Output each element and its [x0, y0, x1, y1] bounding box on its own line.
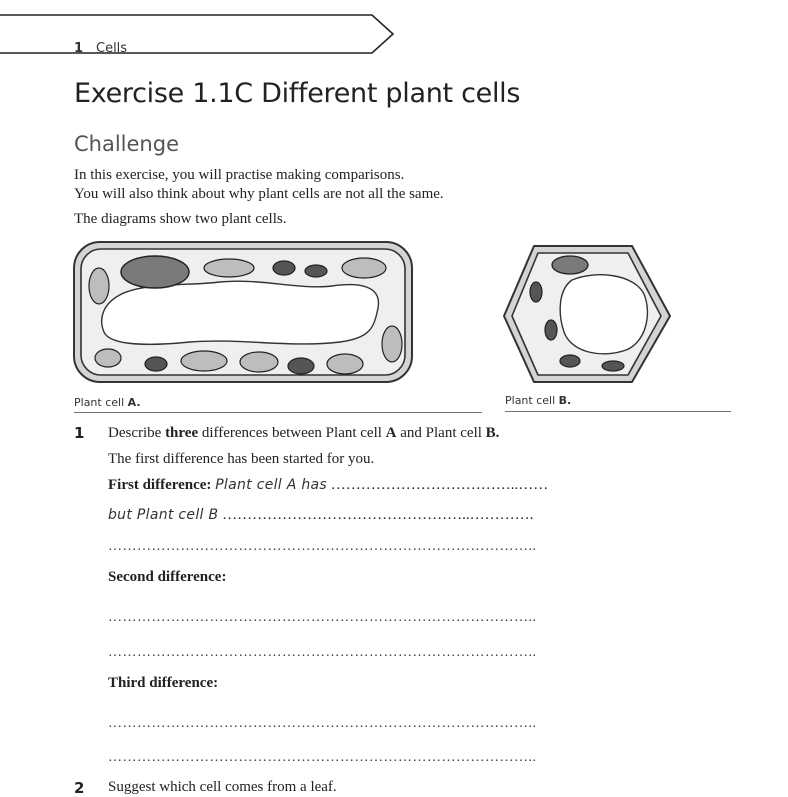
- cell-b-vacuole: [560, 275, 647, 354]
- first-difference-handwriting: Plant cell A has: [215, 477, 328, 493]
- cell-a-mitochondrion: [145, 357, 167, 371]
- question-1-text: [108, 425, 499, 442]
- caption-b-prefix: Plant cell: [505, 394, 556, 407]
- caption-rule-a: [74, 412, 482, 413]
- plant-cell-a-diagram: [70, 238, 418, 386]
- third-difference-label: Third difference:: [108, 675, 219, 691]
- cell-a-chloroplast: [204, 259, 254, 277]
- q1-text-mid: differences between Plant cell: [201, 425, 382, 441]
- intro-paragraph: [74, 166, 444, 204]
- question-2-text: Suggest which cell comes from a leaf.: [108, 779, 337, 795]
- q1-cell-a: A: [385, 425, 397, 441]
- cell-b-mitochondrion: [602, 361, 624, 371]
- diagram-intro: The diagrams show two plant cells.: [74, 211, 287, 227]
- q1-text-and: and Plant cell: [400, 425, 482, 441]
- chapter-tab-shape: [0, 14, 396, 56]
- cell-a-chloroplast: [382, 326, 402, 362]
- cell-a-vacuole: [102, 281, 379, 344]
- exercise-title: Exercise 1.1C Different plant cells: [74, 78, 521, 109]
- cell-a-mitochondrion: [305, 265, 327, 277]
- intro-line-2: You will also think about why plant cells are not all the same.: [74, 186, 444, 202]
- caption-a-letter: A.: [127, 396, 141, 409]
- second-difference-answer-line-2[interactable]: ……………………………………………………………………………..: [108, 645, 537, 660]
- cell-a-nucleus: [121, 256, 189, 288]
- third-difference-answer-line-1[interactable]: ……………………………………………………………………………..: [108, 716, 537, 731]
- caption-plant-cell-b: [505, 394, 571, 407]
- cell-a-chloroplast: [240, 352, 278, 372]
- cell-b-mitochondrion: [530, 282, 542, 302]
- caption-b-letter: B.: [558, 394, 572, 407]
- first-difference-answer-line[interactable]: ……………………………………………………………………………..: [108, 539, 537, 554]
- cell-a-chloroplast: [327, 354, 363, 374]
- cell-b-mitochondrion: [545, 320, 557, 340]
- q1-text-bold: three: [165, 425, 199, 441]
- first-difference-line-2[interactable]: [108, 507, 533, 524]
- question-1-hint: The first difference has been started for you.: [108, 451, 375, 467]
- chapter-number: 1: [74, 41, 84, 56]
- question-2-number: 2: [74, 779, 85, 797]
- caption-rule-b: [505, 411, 731, 412]
- cell-a-chloroplast: [95, 349, 121, 367]
- caption-a-prefix: Plant cell: [74, 396, 125, 409]
- third-difference-answer-line-2[interactable]: ……………………………………………………………………………..: [108, 750, 537, 765]
- first-difference-line-1[interactable]: [108, 477, 548, 494]
- first-difference-label: First difference:: [108, 477, 212, 493]
- second-difference-answer-line-1[interactable]: ……………………………………………………………………………..: [108, 610, 537, 625]
- cell-a-mitochondrion: [273, 261, 295, 275]
- cell-a-mitochondrion: [288, 358, 314, 374]
- cell-a-chloroplast: [342, 258, 386, 278]
- cell-b-nucleus: [552, 256, 588, 274]
- cell-a-chloroplast: [181, 351, 227, 371]
- question-1-number: 1: [74, 424, 85, 442]
- section-heading: Challenge: [74, 132, 179, 156]
- intro-line-1: In this exercise, you will practise making comparisons.: [74, 167, 405, 183]
- chapter-title: Cells: [96, 41, 128, 56]
- answer-dots: ………………………………..……: [330, 477, 549, 493]
- caption-plant-cell-a: [74, 396, 141, 409]
- second-difference-label: Second difference:: [108, 569, 227, 585]
- cell-a-chloroplast: [89, 268, 109, 304]
- cell-b-mitochondrion: [560, 355, 580, 367]
- q1-cell-b: B.: [485, 425, 500, 441]
- answer-dots: …………………………………………..………….: [222, 507, 534, 523]
- but-cell-b-handwriting: but Plant cell B: [108, 507, 219, 523]
- q1-text-before: Describe: [108, 425, 162, 441]
- plant-cell-b-diagram: [500, 240, 672, 386]
- chapter-tab: [0, 14, 396, 56]
